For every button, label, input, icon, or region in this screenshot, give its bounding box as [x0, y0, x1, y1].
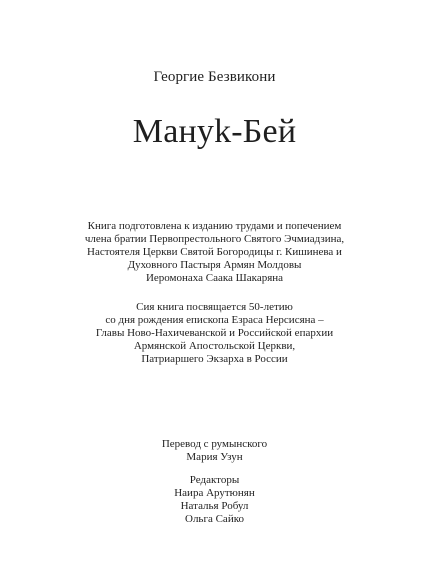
editor-name: Ольга Сайко: [185, 513, 244, 525]
dedication-line: со дня рождения епископа Езраса Нерсисяна –: [105, 314, 324, 326]
editors-credit: [0, 474, 429, 526]
preparation-line: Настоятеля Церкви Святой Богородицы г. Кишинева и: [87, 246, 342, 258]
translation-credit: [0, 438, 429, 464]
dedication-line: Сия книга посвящается 50-летию: [136, 301, 293, 313]
dedication-line: Армянской Апостольской Церкви,: [133, 340, 296, 352]
translator-name: Мария Узун: [186, 451, 243, 463]
book-title: Мануk-Бей: [132, 113, 297, 150]
preparation-line: Иеромонаха Саака Шакаряна: [145, 272, 284, 284]
dedication-line: Главы Ново-Нахичеванской и Российской епархии: [95, 327, 334, 339]
preparation-line: Книга подготовлена к изданию трудами и попечением: [87, 220, 342, 232]
editors-label: Редакторы: [189, 474, 240, 486]
preparation-line: члена братии Первопрестольного Святого Эчмиадзина,: [84, 233, 345, 245]
editor-name: Наталья Робул: [180, 500, 249, 512]
dedication-line: Патриаршего Экзарха в России: [141, 353, 288, 365]
dedication-paragraph: [0, 301, 429, 366]
editor-name: Наира Арутюнян: [174, 487, 255, 499]
preparation-paragraph: [0, 220, 429, 285]
preparation-line: Духовного Пастыря Армян Молдовы: [127, 259, 302, 271]
author-name: Георгие Безвикони: [153, 69, 276, 85]
translation-label: Перевод с румынского: [161, 438, 268, 450]
